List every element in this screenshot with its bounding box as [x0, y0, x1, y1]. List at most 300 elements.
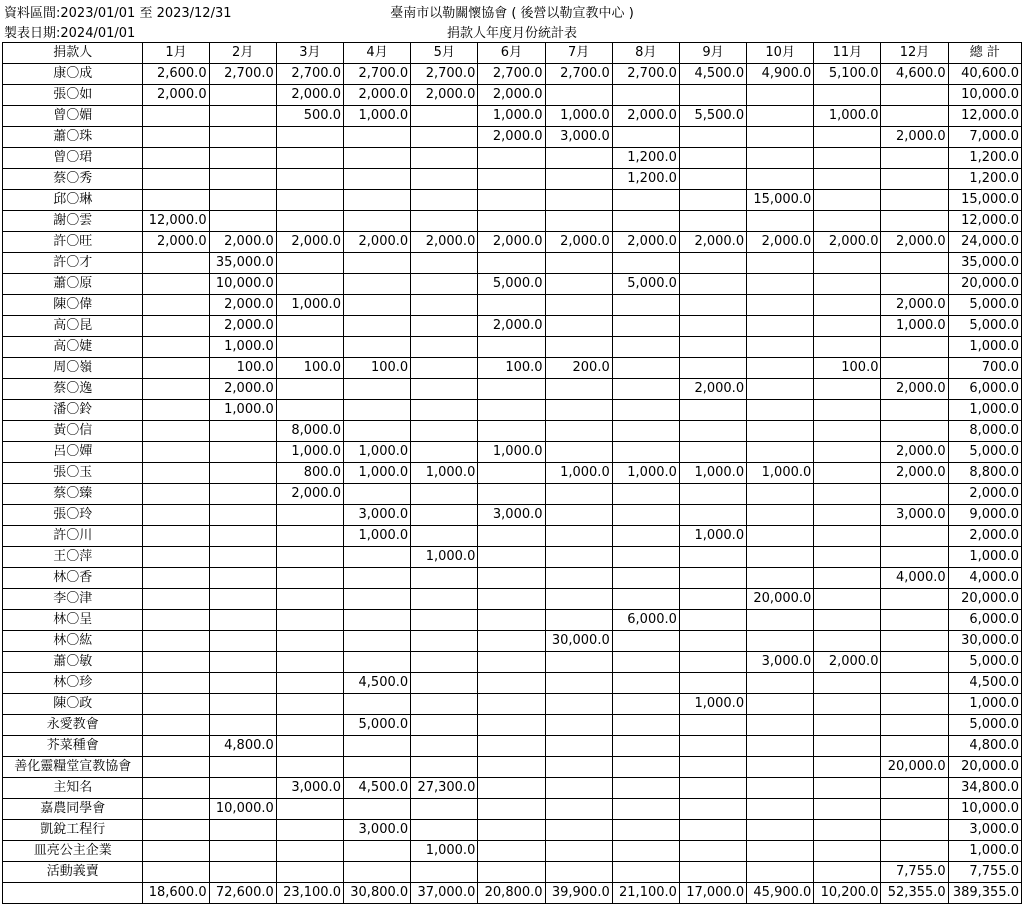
- amount-cell: [209, 148, 276, 169]
- amount-cell: [881, 736, 948, 757]
- amount-cell: [612, 631, 679, 652]
- amount-cell: [814, 799, 881, 820]
- amount-cell: [411, 820, 478, 841]
- amount-cell: [814, 337, 881, 358]
- amount-cell: [679, 316, 746, 337]
- amount-cell: 2,000.0: [747, 232, 814, 253]
- table-header-row: [3, 43, 1022, 64]
- amount-cell: 2,000.0: [881, 442, 948, 463]
- amount-cell: 2,000.0: [814, 652, 881, 673]
- row-total-cell: 1,000.0: [948, 841, 1021, 862]
- amount-cell: [276, 610, 343, 631]
- amount-cell: [343, 190, 410, 211]
- row-total-cell: 20,000.0: [948, 589, 1021, 610]
- amount-cell: 100.0: [478, 358, 545, 379]
- row-total-cell: 15,000.0: [948, 190, 1021, 211]
- amount-cell: [478, 631, 545, 652]
- amount-cell: [814, 862, 881, 883]
- amount-cell: [545, 253, 612, 274]
- amount-cell: [143, 715, 209, 736]
- amount-cell: 1,000.0: [343, 463, 410, 484]
- amount-cell: [478, 400, 545, 421]
- amount-cell: [276, 694, 343, 715]
- amount-cell: [478, 484, 545, 505]
- amount-cell: [814, 610, 881, 631]
- row-total-cell: 1,200.0: [948, 148, 1021, 169]
- table-row: [3, 463, 1022, 484]
- row-total-cell: 40,600.0: [948, 64, 1021, 85]
- amount-cell: [881, 211, 948, 232]
- amount-cell: [411, 589, 478, 610]
- amount-cell: [276, 841, 343, 862]
- column-total-cell: 37,000.0: [411, 883, 478, 904]
- amount-cell: [478, 421, 545, 442]
- table-row: [3, 421, 1022, 442]
- row-total-cell: 1,000.0: [948, 337, 1021, 358]
- amount-cell: 2,000.0: [881, 463, 948, 484]
- table-row: [3, 211, 1022, 232]
- amount-cell: [209, 673, 276, 694]
- row-total-cell: 1,000.0: [948, 400, 1021, 421]
- amount-cell: [612, 421, 679, 442]
- amount-cell: [343, 757, 410, 778]
- amount-cell: 1,000.0: [679, 694, 746, 715]
- amount-cell: [881, 148, 948, 169]
- amount-cell: [612, 715, 679, 736]
- amount-cell: [679, 652, 746, 673]
- amount-cell: [612, 778, 679, 799]
- amount-cell: 1,000.0: [209, 337, 276, 358]
- amount-cell: [411, 106, 478, 127]
- amount-cell: [143, 631, 209, 652]
- amount-cell: [143, 421, 209, 442]
- amount-cell: 1,000.0: [343, 106, 410, 127]
- amount-cell: [679, 337, 746, 358]
- amount-cell: [209, 694, 276, 715]
- amount-cell: [679, 757, 746, 778]
- table-row: [3, 778, 1022, 799]
- amount-cell: 30,000.0: [545, 631, 612, 652]
- amount-cell: [143, 253, 209, 274]
- amount-cell: 1,000.0: [612, 463, 679, 484]
- column-header: 4月: [343, 43, 410, 64]
- amount-cell: [679, 820, 746, 841]
- amount-cell: 2,000.0: [679, 379, 746, 400]
- amount-cell: 12,000.0: [143, 211, 209, 232]
- amount-cell: [143, 295, 209, 316]
- amount-cell: [747, 274, 814, 295]
- column-header: 1月: [143, 43, 209, 64]
- amount-cell: [478, 379, 545, 400]
- amount-cell: [143, 127, 209, 148]
- donor-name-cell: 周〇嶺: [3, 358, 143, 379]
- column-total-cell: 20,800.0: [478, 883, 545, 904]
- amount-cell: [747, 337, 814, 358]
- amount-cell: 3,000.0: [545, 127, 612, 148]
- amount-cell: [881, 526, 948, 547]
- amount-cell: [276, 799, 343, 820]
- amount-cell: 5,000.0: [343, 715, 410, 736]
- amount-cell: [747, 442, 814, 463]
- amount-cell: [209, 463, 276, 484]
- donor-name-cell: 皿亮公主企業: [3, 841, 143, 862]
- amount-cell: [545, 589, 612, 610]
- amount-cell: [747, 820, 814, 841]
- amount-cell: [679, 568, 746, 589]
- donor-name-cell: 蕭〇珠: [3, 127, 143, 148]
- amount-cell: [814, 757, 881, 778]
- amount-cell: [276, 316, 343, 337]
- amount-cell: 5,000.0: [478, 274, 545, 295]
- amount-cell: [747, 148, 814, 169]
- amount-cell: [411, 295, 478, 316]
- amount-cell: [814, 211, 881, 232]
- amount-cell: [679, 169, 746, 190]
- amount-cell: [679, 673, 746, 694]
- amount-cell: [881, 547, 948, 568]
- amount-cell: 1,000.0: [545, 463, 612, 484]
- amount-cell: [881, 799, 948, 820]
- amount-cell: [747, 211, 814, 232]
- amount-cell: 1,000.0: [343, 526, 410, 547]
- amount-cell: [276, 568, 343, 589]
- amount-cell: [478, 547, 545, 568]
- donor-name-cell: 芥菜種會: [3, 736, 143, 757]
- row-total-cell: 7,755.0: [948, 862, 1021, 883]
- table-row: [3, 820, 1022, 841]
- amount-cell: [143, 757, 209, 778]
- amount-cell: 1,000.0: [747, 463, 814, 484]
- amount-cell: 2,000.0: [612, 232, 679, 253]
- amount-cell: 2,700.0: [209, 64, 276, 85]
- amount-cell: [209, 589, 276, 610]
- amount-cell: [143, 673, 209, 694]
- row-total-cell: 8,000.0: [948, 421, 1021, 442]
- amount-cell: [747, 673, 814, 694]
- row-total-cell: 12,000.0: [948, 211, 1021, 232]
- amount-cell: 2,000.0: [209, 295, 276, 316]
- amount-cell: [679, 295, 746, 316]
- table-row: [3, 295, 1022, 316]
- amount-cell: [209, 169, 276, 190]
- donor-name-cell: 林〇呈: [3, 610, 143, 631]
- amount-cell: [545, 421, 612, 442]
- amount-cell: [612, 757, 679, 778]
- amount-cell: [881, 106, 948, 127]
- donor-name-cell: 李〇津: [3, 589, 143, 610]
- amount-cell: [747, 316, 814, 337]
- amount-cell: [747, 757, 814, 778]
- amount-cell: [411, 631, 478, 652]
- row-total-cell: 2,000.0: [948, 526, 1021, 547]
- amount-cell: [478, 715, 545, 736]
- column-total-cell: 30,800.0: [343, 883, 410, 904]
- amount-cell: [411, 379, 478, 400]
- amount-cell: [679, 190, 746, 211]
- amount-cell: [209, 421, 276, 442]
- amount-cell: [679, 862, 746, 883]
- amount-cell: 500.0: [276, 106, 343, 127]
- amount-cell: [881, 589, 948, 610]
- amount-cell: [478, 820, 545, 841]
- amount-cell: [143, 463, 209, 484]
- table-row: [3, 106, 1022, 127]
- amount-cell: [881, 841, 948, 862]
- column-header: 5月: [411, 43, 478, 64]
- table-row: [3, 358, 1022, 379]
- amount-cell: 2,000.0: [143, 85, 209, 106]
- amount-cell: 10,000.0: [209, 274, 276, 295]
- amount-cell: [143, 862, 209, 883]
- amount-cell: [881, 421, 948, 442]
- amount-cell: [143, 484, 209, 505]
- table-row: [3, 610, 1022, 631]
- amount-cell: [747, 484, 814, 505]
- amount-cell: [881, 169, 948, 190]
- amount-cell: [209, 610, 276, 631]
- amount-cell: [612, 85, 679, 106]
- amount-cell: [612, 568, 679, 589]
- amount-cell: 3,000.0: [478, 505, 545, 526]
- date-range-label: 資料區間:2023/01/01 至 2023/12/31: [4, 6, 232, 21]
- amount-cell: [276, 253, 343, 274]
- amount-cell: [612, 736, 679, 757]
- amount-cell: [545, 841, 612, 862]
- table-row: [3, 736, 1022, 757]
- table-row: [3, 715, 1022, 736]
- amount-cell: [209, 211, 276, 232]
- amount-cell: [814, 526, 881, 547]
- amount-cell: 3,000.0: [343, 505, 410, 526]
- amount-cell: 2,000.0: [276, 232, 343, 253]
- column-total-cell: 72,600.0: [209, 883, 276, 904]
- amount-cell: [411, 715, 478, 736]
- amount-cell: [143, 148, 209, 169]
- amount-cell: [478, 337, 545, 358]
- donor-name-cell: 善化靈糧堂宣教協會: [3, 757, 143, 778]
- amount-cell: [545, 148, 612, 169]
- amount-cell: 2,000.0: [209, 316, 276, 337]
- amount-cell: 27,300.0: [411, 778, 478, 799]
- donor-name-cell: 高〇昆: [3, 316, 143, 337]
- amount-cell: [411, 757, 478, 778]
- table-row: [3, 232, 1022, 253]
- amount-cell: [209, 862, 276, 883]
- amount-cell: [612, 379, 679, 400]
- amount-cell: 4,500.0: [343, 673, 410, 694]
- amount-cell: [881, 400, 948, 421]
- amount-cell: [478, 736, 545, 757]
- amount-cell: [143, 190, 209, 211]
- amount-cell: 8,000.0: [276, 421, 343, 442]
- amount-cell: 200.0: [545, 358, 612, 379]
- amount-cell: [478, 589, 545, 610]
- column-total-cell: 39,900.0: [545, 883, 612, 904]
- amount-cell: 2,000.0: [545, 232, 612, 253]
- table-row: [3, 64, 1022, 85]
- amount-cell: 6,000.0: [612, 610, 679, 631]
- row-total-cell: 30,000.0: [948, 631, 1021, 652]
- amount-cell: 2,000.0: [478, 316, 545, 337]
- amount-cell: 2,000.0: [209, 232, 276, 253]
- amount-cell: [814, 190, 881, 211]
- amount-cell: [881, 85, 948, 106]
- column-header: 10月: [747, 43, 814, 64]
- amount-cell: 1,000.0: [276, 442, 343, 463]
- amount-cell: 2,000.0: [814, 232, 881, 253]
- amount-cell: [143, 694, 209, 715]
- amount-cell: 2,600.0: [143, 64, 209, 85]
- amount-cell: 2,000.0: [209, 379, 276, 400]
- amount-cell: [276, 862, 343, 883]
- amount-cell: [545, 484, 612, 505]
- amount-cell: [747, 715, 814, 736]
- amount-cell: [209, 757, 276, 778]
- report-date-label: 製表日期:2024/01/01: [4, 26, 136, 41]
- amount-cell: [545, 757, 612, 778]
- donor-name-cell: 曾〇媚: [3, 106, 143, 127]
- table-row: [3, 589, 1022, 610]
- amount-cell: [545, 211, 612, 232]
- amount-cell: [679, 631, 746, 652]
- amount-cell: [411, 673, 478, 694]
- amount-cell: [679, 148, 746, 169]
- amount-cell: 5,100.0: [814, 64, 881, 85]
- amount-cell: 100.0: [814, 358, 881, 379]
- amount-cell: [814, 316, 881, 337]
- totals-row: [3, 883, 1022, 904]
- amount-cell: [814, 841, 881, 862]
- donor-name-cell: 蔡〇臻: [3, 484, 143, 505]
- donor-name-cell: 主知名: [3, 778, 143, 799]
- amount-cell: 1,200.0: [612, 169, 679, 190]
- row-total-cell: 3,000.0: [948, 820, 1021, 841]
- table-row: [3, 631, 1022, 652]
- amount-cell: 2,000.0: [881, 232, 948, 253]
- amount-cell: [545, 337, 612, 358]
- amount-cell: [612, 442, 679, 463]
- amount-cell: [545, 169, 612, 190]
- amount-cell: [343, 421, 410, 442]
- amount-cell: [343, 484, 410, 505]
- amount-cell: [545, 568, 612, 589]
- amount-cell: [545, 295, 612, 316]
- amount-cell: 2,000.0: [276, 484, 343, 505]
- amount-cell: [747, 862, 814, 883]
- amount-cell: [612, 484, 679, 505]
- row-total-cell: 34,800.0: [948, 778, 1021, 799]
- amount-cell: [679, 841, 746, 862]
- amount-cell: [343, 169, 410, 190]
- amount-cell: [814, 148, 881, 169]
- amount-cell: 4,500.0: [679, 64, 746, 85]
- amount-cell: [411, 799, 478, 820]
- amount-cell: [143, 106, 209, 127]
- row-total-cell: 4,800.0: [948, 736, 1021, 757]
- amount-cell: [814, 820, 881, 841]
- amount-cell: [411, 421, 478, 442]
- column-header: 11月: [814, 43, 881, 64]
- amount-cell: [343, 631, 410, 652]
- amount-cell: [545, 400, 612, 421]
- amount-cell: [881, 652, 948, 673]
- amount-cell: [679, 799, 746, 820]
- amount-cell: [143, 169, 209, 190]
- amount-cell: 100.0: [209, 358, 276, 379]
- amount-cell: [143, 799, 209, 820]
- amount-cell: [143, 358, 209, 379]
- amount-cell: 1,000.0: [411, 547, 478, 568]
- amount-cell: [478, 610, 545, 631]
- amount-cell: [612, 652, 679, 673]
- amount-cell: [747, 736, 814, 757]
- amount-cell: [276, 127, 343, 148]
- amount-cell: [881, 358, 948, 379]
- amount-cell: 10,000.0: [209, 799, 276, 820]
- amount-cell: [747, 631, 814, 652]
- amount-cell: [343, 127, 410, 148]
- amount-cell: [411, 337, 478, 358]
- amount-cell: [814, 400, 881, 421]
- amount-cell: [545, 526, 612, 547]
- amount-cell: [209, 841, 276, 862]
- amount-cell: [747, 379, 814, 400]
- amount-cell: [545, 652, 612, 673]
- amount-cell: [343, 799, 410, 820]
- amount-cell: [814, 547, 881, 568]
- donor-name-cell: 張〇如: [3, 85, 143, 106]
- donation-table: [2, 42, 1022, 904]
- amount-cell: 2,700.0: [612, 64, 679, 85]
- table-row: [3, 379, 1022, 400]
- amount-cell: [209, 505, 276, 526]
- amount-cell: 1,000.0: [411, 841, 478, 862]
- amount-cell: [612, 400, 679, 421]
- amount-cell: 1,000.0: [411, 463, 478, 484]
- table-row: [3, 253, 1022, 274]
- amount-cell: [814, 778, 881, 799]
- amount-cell: [343, 694, 410, 715]
- amount-cell: [143, 568, 209, 589]
- amount-cell: 5,000.0: [612, 274, 679, 295]
- table-row: [3, 652, 1022, 673]
- amount-cell: 20,000.0: [747, 589, 814, 610]
- amount-cell: [612, 358, 679, 379]
- amount-cell: [209, 568, 276, 589]
- table-row: [3, 841, 1022, 862]
- table-row: [3, 694, 1022, 715]
- amount-cell: 2,000.0: [343, 85, 410, 106]
- amount-cell: [612, 526, 679, 547]
- table-row: [3, 337, 1022, 358]
- row-total-cell: 6,000.0: [948, 610, 1021, 631]
- amount-cell: [209, 484, 276, 505]
- amount-cell: [143, 274, 209, 295]
- amount-cell: [276, 589, 343, 610]
- column-header: 2月: [209, 43, 276, 64]
- amount-cell: 3,000.0: [881, 505, 948, 526]
- amount-cell: [343, 400, 410, 421]
- amount-cell: [545, 190, 612, 211]
- row-total-cell: 700.0: [948, 358, 1021, 379]
- amount-cell: 2,000.0: [411, 232, 478, 253]
- amount-cell: [747, 610, 814, 631]
- amount-cell: [747, 127, 814, 148]
- table-row: [3, 547, 1022, 568]
- amount-cell: [411, 190, 478, 211]
- amount-cell: [679, 127, 746, 148]
- amount-cell: 3,000.0: [276, 778, 343, 799]
